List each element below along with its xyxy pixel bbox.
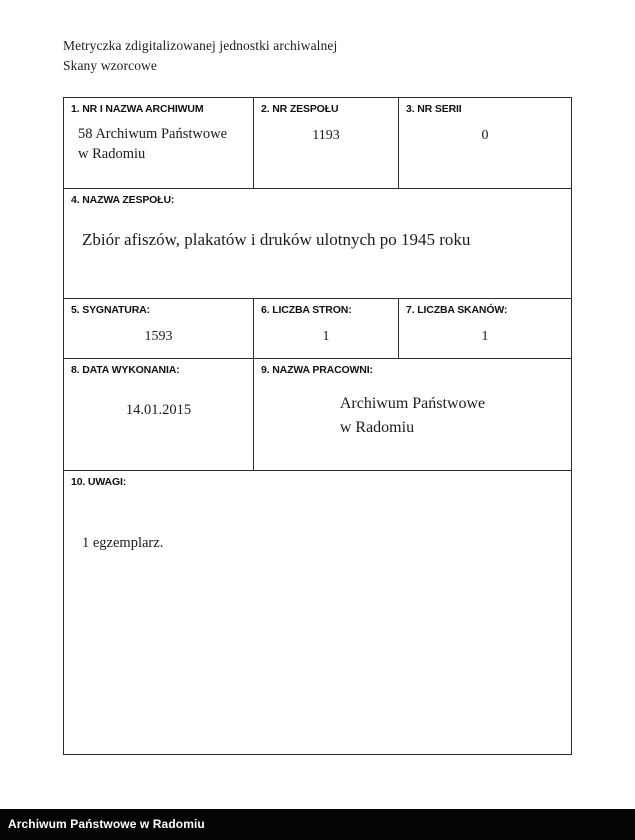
cell-field-7 (399, 299, 572, 359)
field-10-label: 10. UWAGI: (71, 476, 127, 488)
field-2-label: 2. NR ZESPOŁU (261, 103, 339, 115)
cell-field-10 (64, 471, 572, 755)
cell-field-2 (254, 98, 399, 189)
table-row-3 (64, 299, 572, 359)
field-4-value: Zbiór afiszów, plakatów i druków ulotnych po 1945 roku (82, 230, 471, 249)
field-9-value-line1: Archiwum Państwowe (339, 395, 486, 412)
document-header-line2: Skany wzorcowe (63, 58, 157, 73)
table-row-2 (64, 189, 572, 299)
document-header (63, 36, 337, 76)
document-header-line1: Metryczka zdigitalizowanej jednostki archiwalnej (63, 38, 338, 53)
field-7-label: 7. LICZBA SKANÓW: (406, 304, 508, 316)
table-row-1 (64, 98, 572, 189)
table-row-4 (64, 359, 572, 471)
cell-field-6 (254, 299, 399, 359)
footer-institution-label: Archiwum Państwowe w Radomiu (8, 817, 205, 831)
field-1-value-line2: w Radomiu (78, 146, 146, 162)
cell-field-3 (399, 98, 572, 189)
field-3-value: 0 (481, 128, 489, 143)
cell-field-4 (64, 189, 572, 299)
cell-field-8 (64, 359, 254, 471)
field-3-label: 3. NR SERII (406, 103, 462, 115)
cell-field-9 (254, 359, 572, 471)
field-8-value: 14.01.2015 (125, 402, 192, 418)
field-1-value (64, 115, 253, 164)
field-7-value: 1 (481, 329, 489, 344)
field-9-label: 9. NAZWA PRACOWNI: (261, 364, 373, 376)
field-2-value: 1193 (312, 128, 340, 143)
field-5-value: 1593 (144, 329, 173, 344)
field-6-value: 1 (322, 329, 330, 344)
field-9-value (254, 376, 571, 440)
field-4-label: 4. NAZWA ZESPOŁU: (71, 194, 175, 206)
footer-bar (0, 809, 635, 840)
field-10-value: 1 egzemplarz. (82, 535, 164, 551)
field-1-value-line1: 58 Archiwum Państwowe (78, 126, 228, 142)
field-5-label: 5. SYGNATURA: (71, 304, 150, 316)
cell-field-5 (64, 299, 254, 359)
metryczka-table (63, 97, 572, 755)
cell-field-1 (64, 98, 254, 189)
field-6-label: 6. LICZBA STRON: (261, 304, 352, 316)
field-1-label: 1. NR I NAZWA ARCHIWUM (71, 103, 204, 115)
field-8-label: 8. DATA WYKONANIA: (71, 364, 180, 376)
field-9-value-line2: w Radomiu (339, 419, 415, 436)
table-row-5 (64, 471, 572, 755)
